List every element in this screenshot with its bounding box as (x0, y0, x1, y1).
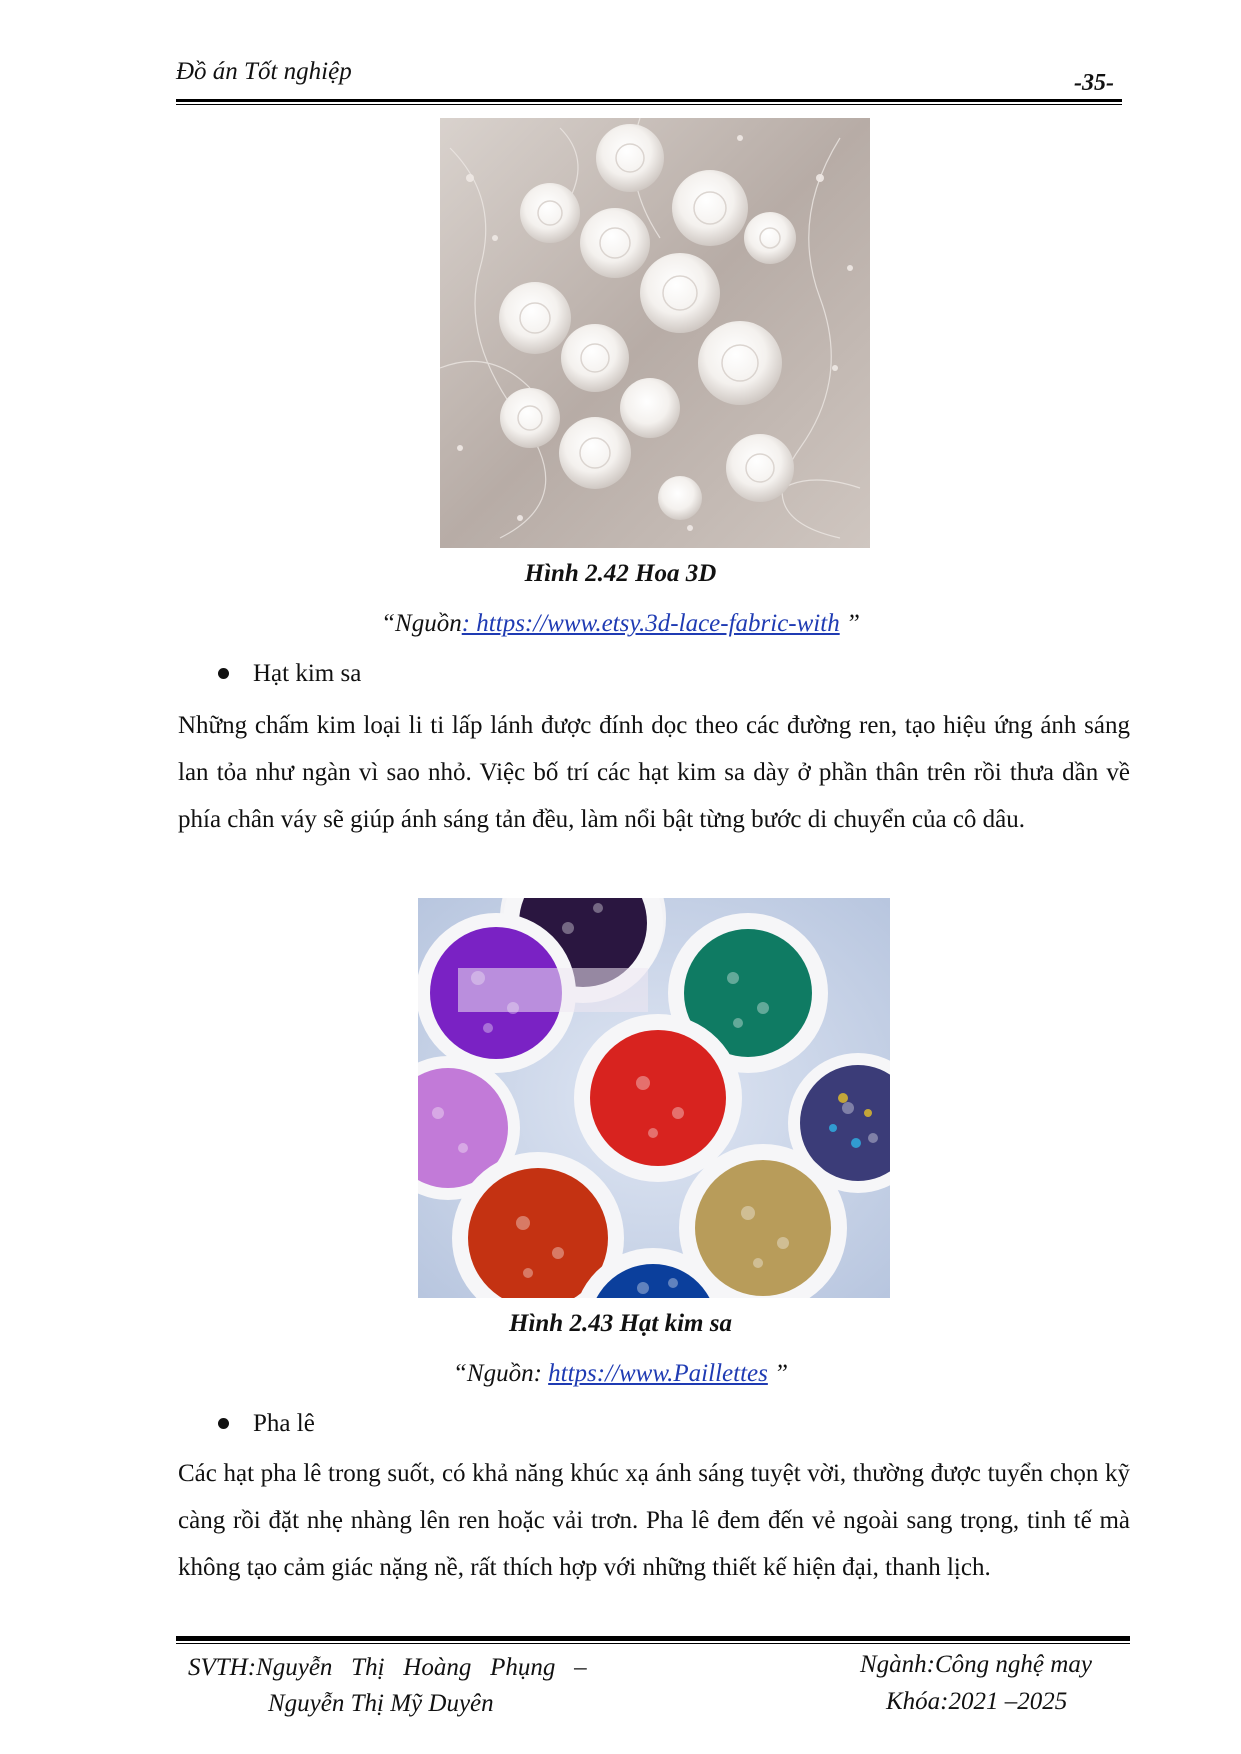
sequins-photo (418, 898, 890, 1298)
source-link[interactable]: https://www.Paillettes (548, 1360, 768, 1387)
footer-course: Khóa:2021 –2025 (886, 1688, 1068, 1715)
bullet-label: Pha lê (253, 1410, 315, 1437)
source-prefix: “Nguồn (381, 610, 462, 637)
bullet-icon (218, 668, 229, 679)
source-suffix: ” (839, 610, 860, 637)
source-prefix: “Nguồn: (453, 1360, 549, 1387)
document-title: Đồ án Tốt nghiệp (176, 58, 352, 85)
footer-major: Ngành:Công nghệ may (860, 1651, 1092, 1678)
source-suffix: ” (767, 1360, 788, 1387)
bullet-item (218, 1410, 315, 1438)
page-number: -35- (1074, 70, 1114, 96)
body-paragraph: Những chấm kim loại li ti lấp lánh được đính dọc theo các đường ren, tạo hiệu ứng ánh sáng lan tỏa như ngàn vì sao nhỏ. Việc bố trí các hạt kim sa dày ở phần thân trên rồi thưa dần về phía chân váy sẽ giúp ánh sáng tản đều, làm nổi bật từng bước di chuyển của cô dâu. (178, 712, 1130, 833)
footer-students-line2: Nguyễn Thị Mỹ Duyên (268, 1690, 494, 1717)
bullet-label: Hạt kim sa (253, 660, 362, 687)
figure-source (0, 1360, 1241, 1388)
figure-source (0, 610, 1241, 638)
bullet-icon (218, 1418, 229, 1429)
footer-divider (176, 1636, 1130, 1644)
bullet-item (218, 660, 361, 688)
header-divider (176, 99, 1122, 105)
lace-flowers-photo (440, 118, 870, 548)
figure-caption: Hình 2.42 Hoa 3D (524, 560, 717, 587)
source-link[interactable]: : https://www.etsy.3d-lace-fabric-with (461, 610, 840, 637)
body-paragraph: Các hạt pha lê trong suốt, có khả năng khúc xạ ánh sáng tuyệt vời, thường được tuyển chọn kỹ càng rồi đặt nhẹ nhàng lên ren hoặc vải trơn. Pha lê đem đến vẻ ngoài sang trọng, tinh tế mà không tạo cảm giác nặng nề, rất thích hợp với những thiết kế hiện đại, thanh lịch. (178, 1460, 1130, 1581)
figure-caption: Hình 2.43 Hạt kim sa (509, 1310, 732, 1337)
footer-students-line1: SVTH:Nguyễn Thị Hoàng Phụng – (188, 1654, 587, 1681)
